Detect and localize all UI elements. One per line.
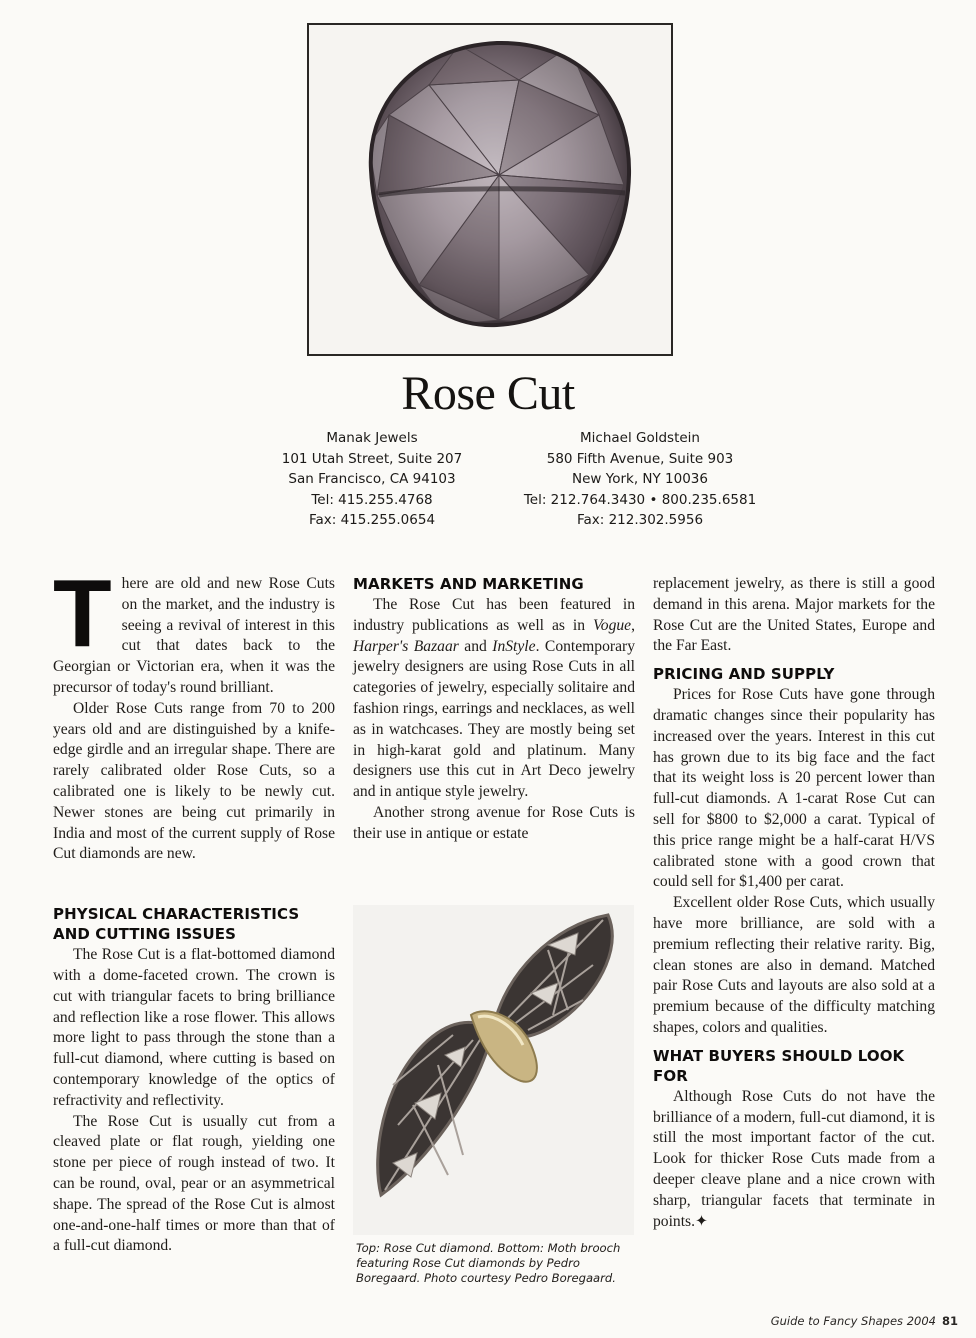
intro-text: here are old and new Rose Cuts on the market, and the industry is seeing a revival of interest in this cut that dates back to the Georgian or Victorian era, when it was the precursor of today's round brilliant. (53, 575, 335, 696)
end-mark-icon: ✦ (695, 1212, 709, 1230)
contact-street: 580 Fifth Avenue, Suite 903 (546, 450, 734, 467)
rose-cut-diamond-photo (307, 23, 673, 356)
intro-paragraph (53, 560, 335, 699)
text-run: , (631, 616, 635, 634)
contact-manak-jewels (262, 428, 482, 531)
moth-brooch-photo (353, 905, 634, 1235)
text-run: and (458, 637, 493, 655)
section-heading-physical: PHYSICAL CHARACTERISTICS AND CUTTING ISSUES (53, 905, 300, 944)
contact-city: New York, NY 10036 (572, 471, 708, 487)
photo-caption: Top: Rose Cut diamond. Bottom: Moth brooch featuring Rose Cut diamonds by Pedro Boregaard. Photo courtesy Pedro Boregaard. (356, 1241, 621, 1285)
publication-name: Guide to Fancy Shapes 2004 (770, 1314, 936, 1328)
section-heading-markets: MARKETS AND MARKETING (353, 575, 584, 593)
drop-cap: T (53, 560, 112, 667)
page-number: 81 (941, 1314, 958, 1328)
page-footer (771, 1314, 958, 1328)
paragraph: Another strong avenue for Rose Cuts is their use in antique or estate (353, 803, 635, 842)
article-title: Rose Cut (401, 367, 575, 420)
contact-michael-goldstein (520, 428, 760, 531)
contact-tel: Tel: 212.764.3430 • 800.235.6581 (523, 491, 757, 508)
contact-street: 101 Utah Street, Suite 207 (281, 450, 463, 467)
publication-harpers-bazaar: Harper's Bazaar (353, 637, 459, 655)
column-3 (653, 574, 935, 1232)
section-heading-buyers: WHAT BUYERS SHOULD LOOK FOR (653, 1046, 905, 1085)
column-1 (53, 560, 335, 1257)
contact-tel: Tel: 415.255.4768 (311, 491, 433, 508)
paragraph (653, 1087, 935, 1233)
paragraph: replacement jewelry, as there is still a good demand in this arena. Major markets for the Rose Cut are the United States, Europe and the Far East. (653, 575, 935, 655)
paragraph (353, 595, 635, 803)
contact-fax: Fax: 212.302.5956 (576, 512, 704, 528)
publication-instyle: InStyle (492, 637, 536, 655)
contact-fax: Fax: 415.255.0654 (308, 512, 436, 528)
column-2 (353, 574, 635, 845)
contact-name: Manak Jewels (326, 430, 418, 446)
text-run: The Rose Cut has been featured in industry publications as well as in (353, 596, 635, 634)
moth-brooch-illustration (353, 905, 634, 1235)
paragraph: The Rose Cut is usually cut from a cleaved plate or flat rough, yielding one stone per piece of rough instead of two. It can be round, oval, pear or an asymmetrical shape. The spread of the Rose Cut is almost one-and-one-half times or more than that of a full-cut diamond. (53, 1112, 335, 1255)
text-run: . Contemporary jewelry designers are using Rose Cuts in all categories of jewelry, especially solitaire and fashion rings, earrings and necklaces, as well as in watchcases. They are mostly being set in high-karat gold and platinum. Many designers use this cut in Art Deco jewelry and in antique style jewelry. (353, 637, 635, 801)
paragraph: Excellent older Rose Cuts, which usually have more brilliance, are sold with a premium reflecting their relative rarity. Big, clean stones are also in demand. Matched pair Rose Cuts and layouts are also sold at a premium because of the difficulty matching shapes, colors and qualities. (653, 894, 935, 1036)
contact-name: Michael Goldstein (580, 430, 700, 446)
paragraph: Prices for Rose Cuts have gone through dramatic changes since their popularity has increased over the years. Interest in this cut has grown due to its big face and the fact that its weight loss is 20 percent lower than full-cut diamonds. A 1-carat Rose Cut can sell for $800 to $2,000 a carat. Typical of this price range might be a half-carat H/VS calibrated stone with a good crown that could sell for $1,400 per carat. (653, 686, 935, 891)
contact-city: San Francisco, CA 94103 (288, 471, 456, 487)
publication-vogue: Vogue (592, 616, 632, 634)
rose-cut-diamond-illustration (309, 25, 671, 354)
paragraph: Older Rose Cuts range from 70 to 200 years old and are distinguished by a knife-edge girdle and an irregular shape. There are rarely calibrated older Rose Cuts, so a calibrated one is likely to be newly cut. Newer stones are being cut primarily in India and most of the current supply of Rose Cut diamonds are new. (53, 699, 335, 863)
section-heading-pricing: PRICING AND SUPPLY (653, 665, 835, 684)
text-run: Although Rose Cuts do not have the brilliance of a modern, full-cut diamond, it is still the most important factor of the cut. Look for thicker Rose Cuts made from a deeper cleave plane and a nice crown with sharp, triangular facets that terminate in points. (653, 1087, 935, 1230)
paragraph: The Rose Cut is a flat-bottomed diamond with a dome-faceted crown. The crown is cut with triangular facets to bring brilliance and reflection like a rose flower. This allows more light to pass through the stone than a full-cut diamond, where cutting is based on contemporary knowledge of the optics of refractivity and reflectivity. (53, 946, 335, 1109)
